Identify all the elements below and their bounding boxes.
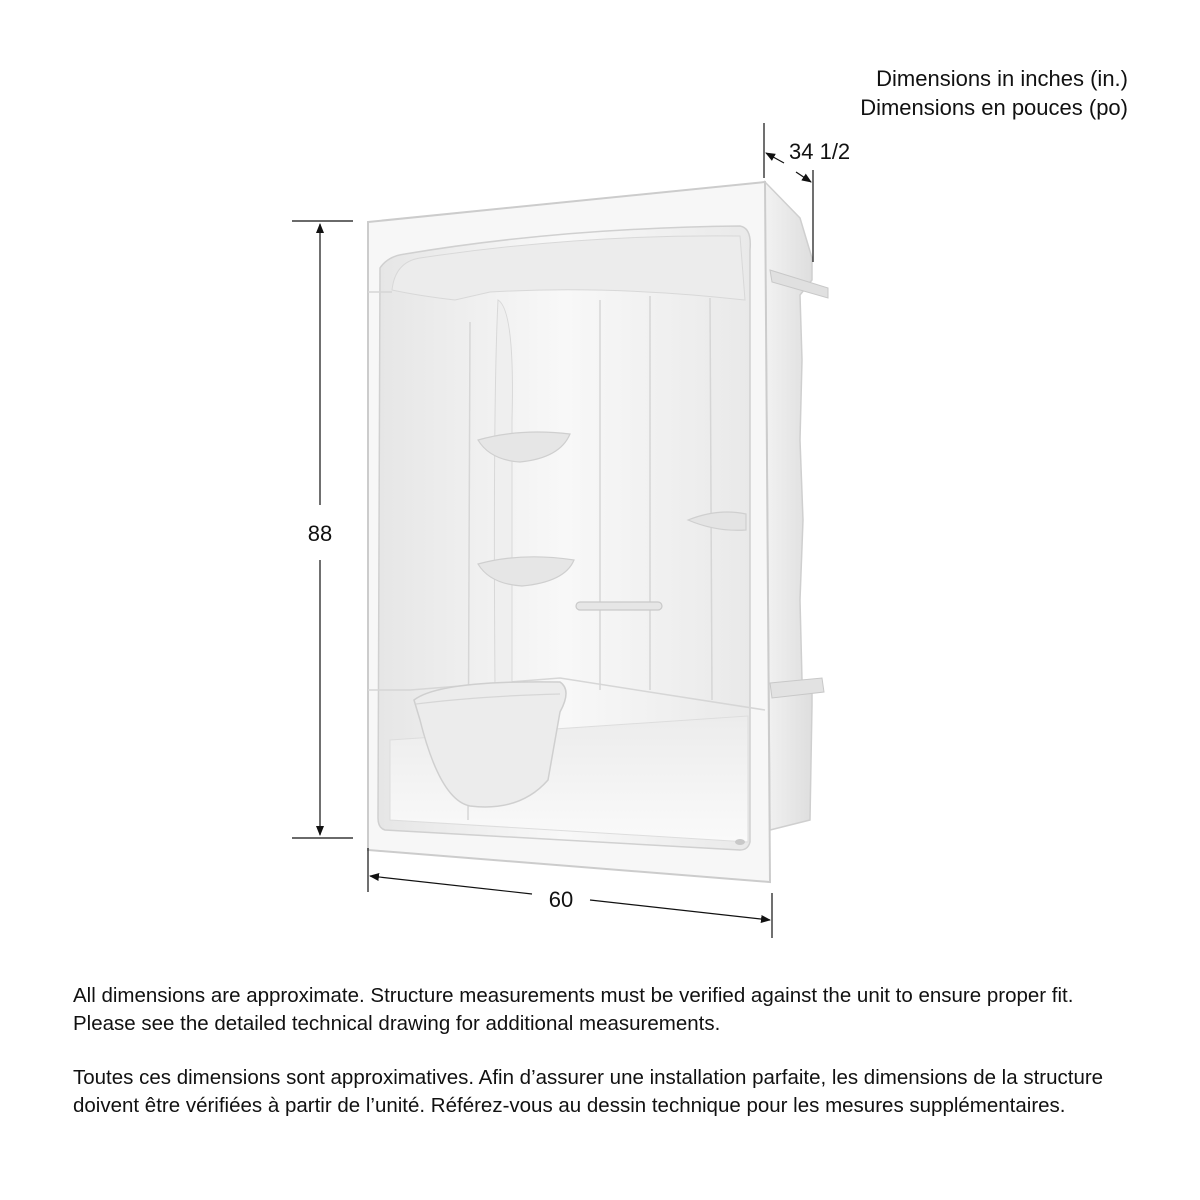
disclaimer-french: Toutes ces dimensions sont approximatives. Afin d’assurer une installation parfaite, les dimensions de la structure doivent être vérifiées à partir de l’unité. Référez-vous au dessin technique pour les mesures supplémentaires.	[73, 1066, 1104, 1117]
depth-label: 34 1/2	[789, 139, 851, 164]
units-english: Dimensions in inches (in.)	[876, 66, 1128, 91]
height-dimension	[292, 221, 353, 838]
units-french: Dimensions en pouces (po)	[860, 95, 1128, 120]
shower-unit	[368, 182, 828, 882]
disclaimer-english: All dimensions are approximate. Structure measurements must be verified against the unit to ensure proper fit. Please see the detailed technical drawing for additional measurements.	[73, 984, 1074, 1035]
width-label: 60	[548, 887, 574, 912]
drain	[735, 839, 745, 845]
height-label: 88	[307, 521, 333, 546]
grab-bar	[576, 602, 662, 610]
